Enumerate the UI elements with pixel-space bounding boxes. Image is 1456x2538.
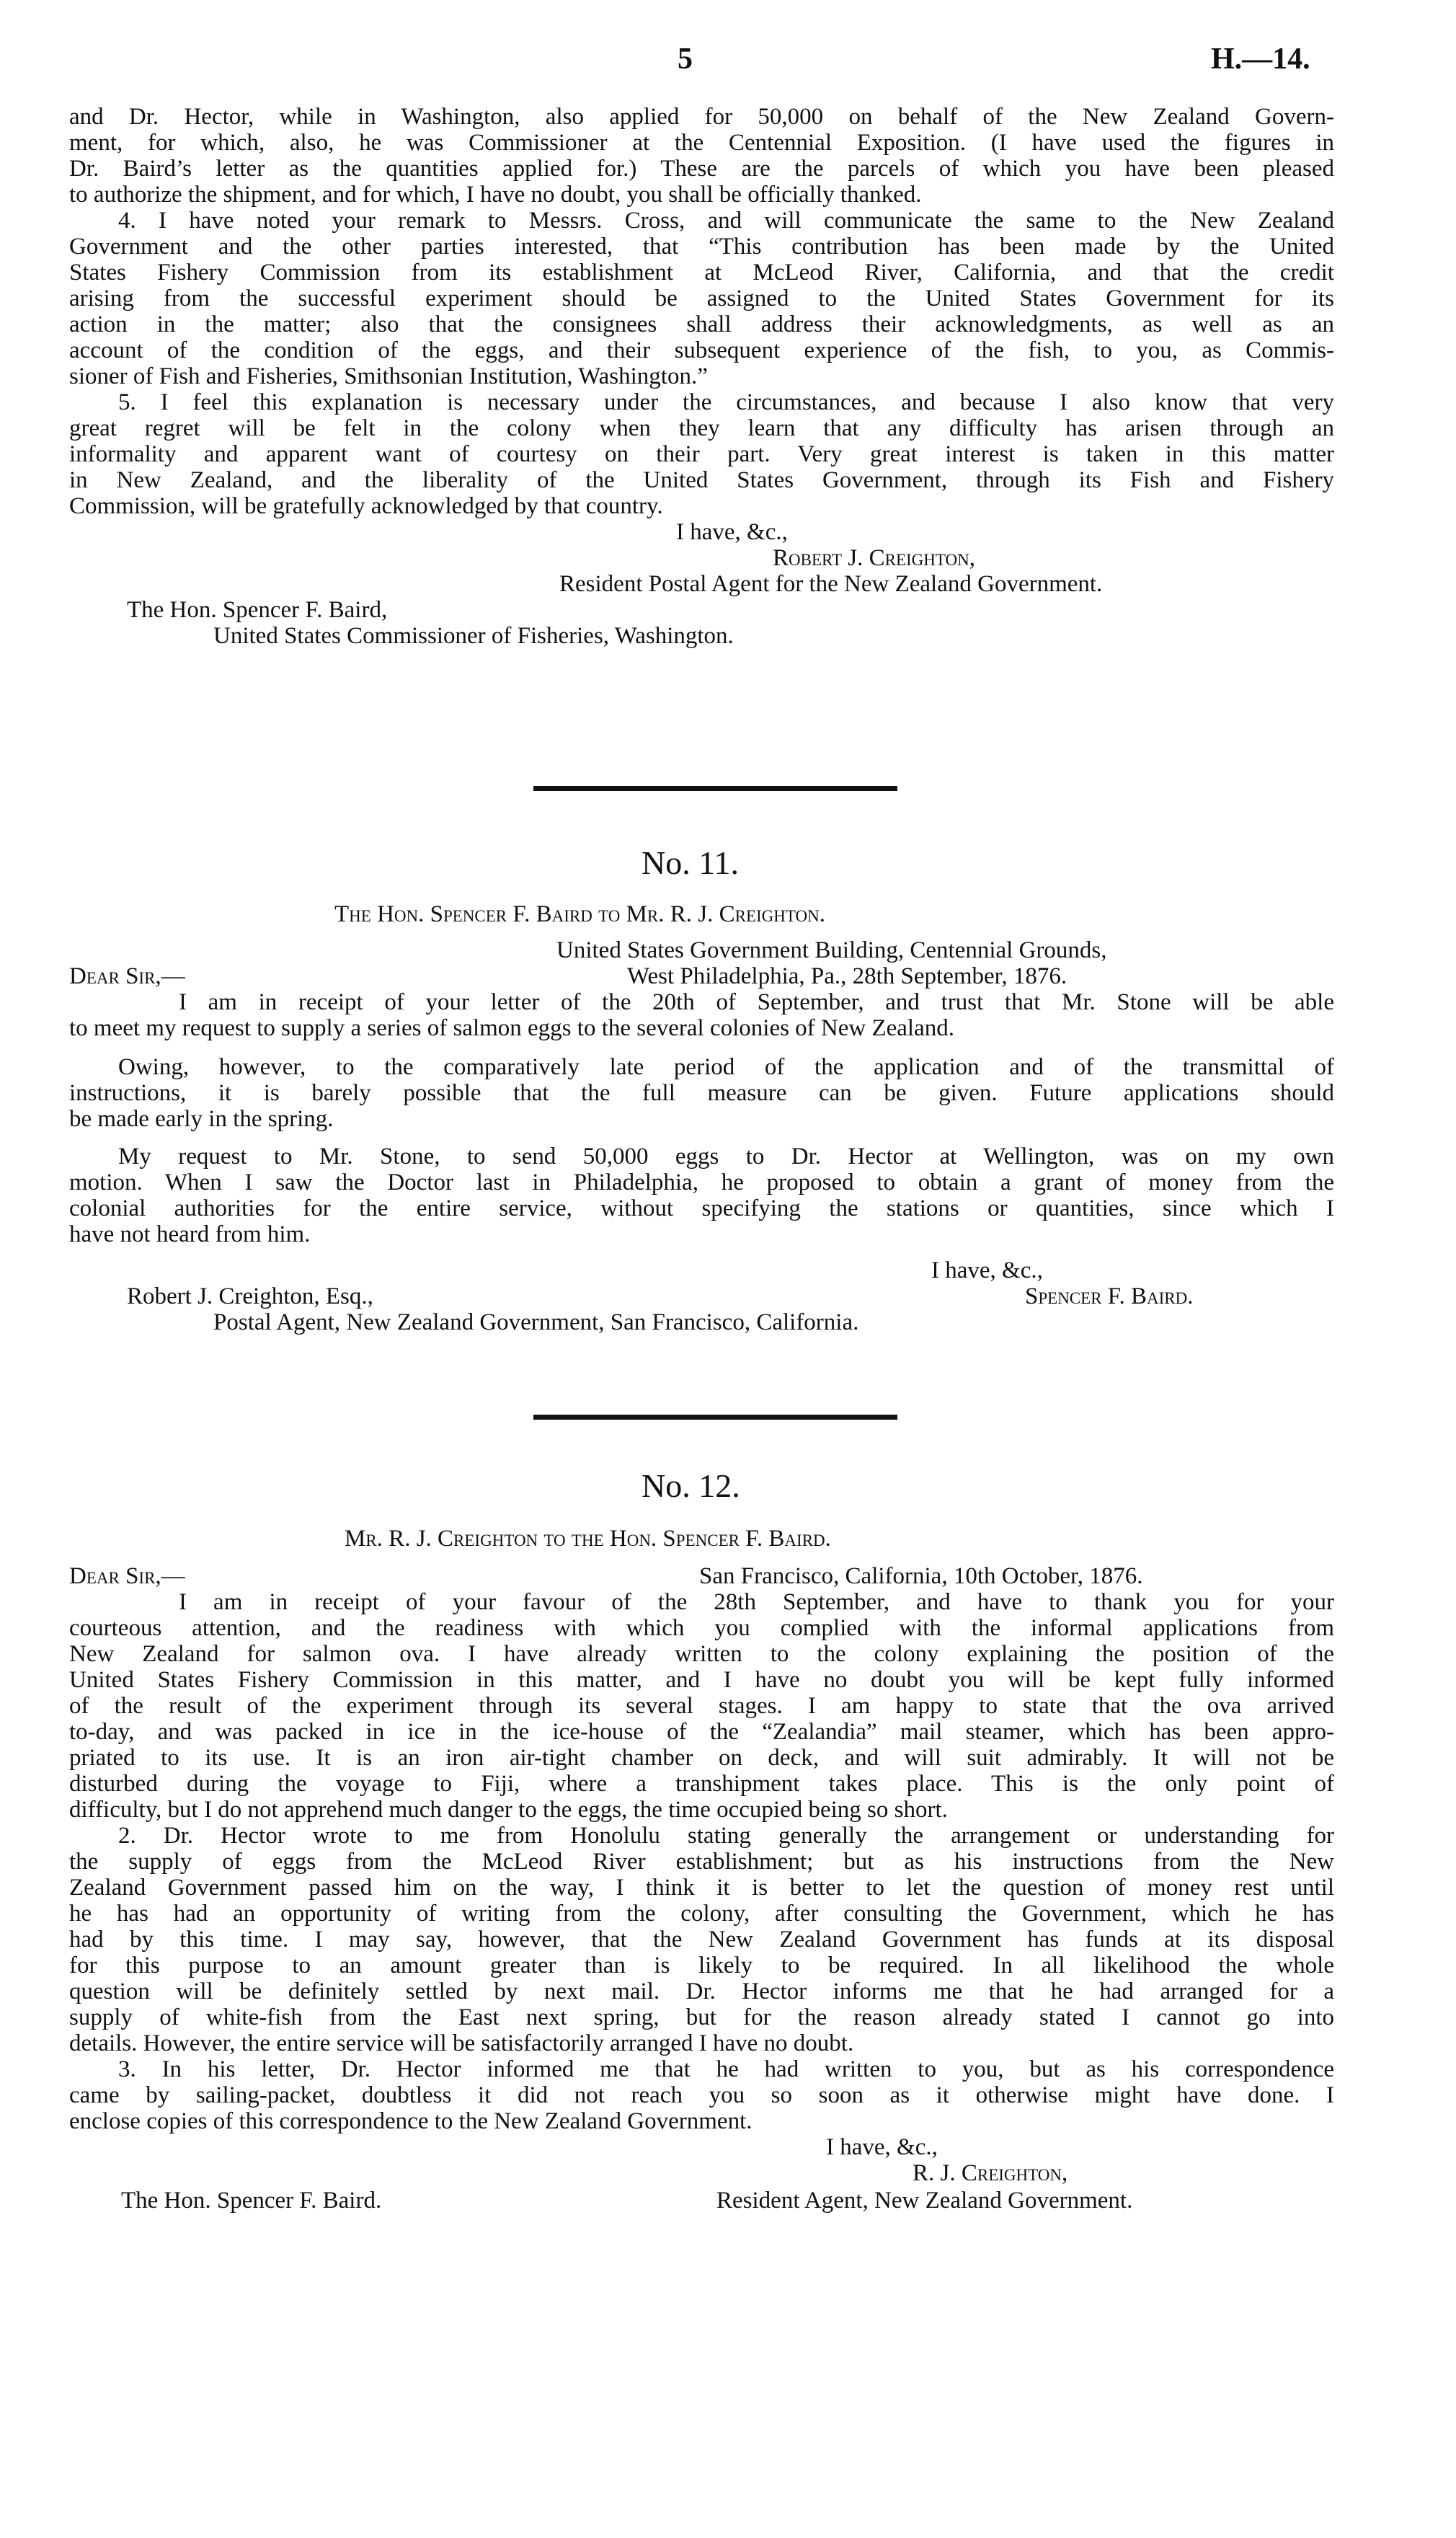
body-line: Commission, will be gratefully acknowledged by that country. <box>69 493 663 519</box>
body-line: for this purpose to an amount greater than is likely to be required. In all likelihood the whole <box>69 1953 1334 1978</box>
body-line: to meet my request to supply a series of salmon eggs to the several colonies of New Zealand. <box>69 1015 954 1041</box>
body-line: Dr. Baird’s letter as the quantities applied for.) These are the parcels of which you have been pleased <box>69 156 1334 182</box>
body-line: My request to Mr. Stone, to send 50,000 eggs to Dr. Hector at Wellington, was on my own <box>118 1144 1334 1169</box>
body-line: Government and the other parties interested, that “This contribution has been made by the United <box>69 234 1334 260</box>
signature-title: Resident Postal Agent for the New Zealand Government. <box>559 571 1103 597</box>
closing: I have, &c., <box>676 519 788 545</box>
body-line: in New Zealand, and the liberality of the United States Government, through its Fish and Fishery <box>69 467 1334 493</box>
body-line: Owing, however, to the comparatively late period of the application and of the transmittal of <box>118 1054 1334 1080</box>
page-number: 5 <box>678 43 693 76</box>
dateline: San Francisco, California, 10th October, 1876. <box>699 1563 1143 1589</box>
body-line: States Fishery Commission from its establishment at McLeod River, California, and that the credit <box>69 260 1334 286</box>
body-line: the supply of eggs from the McLeod River establishment; but as his instructions from the New <box>69 1849 1334 1875</box>
document-reference: H.—14. <box>1211 43 1310 76</box>
addressee: Robert J. Creighton, Esq., <box>127 1283 373 1309</box>
letter-subtitle: Mr. R. J. Creighton to the Hon. Spencer F. Baird. <box>345 1526 831 1552</box>
body-line: arising from the successful experiment should be assigned to the United States Government for its <box>69 286 1334 311</box>
addressee-detail: Postal Agent, New Zealand Government, San Francisco, California. <box>213 1309 859 1335</box>
section-divider <box>533 1415 897 1420</box>
body-line: 5. I feel this explanation is necessary under the circumstances, and because I also know that very <box>118 389 1334 415</box>
body-line: had by this time. I may say, however, that the New Zealand Government has funds at its disposal <box>69 1927 1334 1953</box>
signature-name: R. J. Creighton, <box>913 2160 1068 2186</box>
salutation: Dear Sir,— <box>69 1563 185 1589</box>
body-line: question will be definitely settled by next mail. Dr. Hector informs me that he had arranged for a <box>69 1978 1334 2004</box>
signature: Spencer F. Baird. <box>1025 1283 1194 1309</box>
addressee: The Hon. Spencer F. Baird, <box>127 597 388 623</box>
body-line: colonial authorities for the entire service, without specifying the stations or quantities, since which I <box>69 1195 1334 1221</box>
body-line: came by sailing-packet, doubtless it did not reach you so soon as it otherwise might have done. I <box>69 2082 1334 2108</box>
signature-title: Resident Agent, New Zealand Government. <box>716 2188 1133 2214</box>
body-line: New Zealand for salmon ova. I have already written to the colony explaining the position of the <box>69 1641 1334 1667</box>
body-line: action in the matter; also that the consignees shall address their acknowledgments, as well as an <box>69 311 1334 337</box>
closing: I have, &c., <box>826 2134 938 2160</box>
body-line: instructions, it is barely possible that the full measure can be given. Future applications should <box>69 1080 1334 1106</box>
salutation: Dear Sir,— <box>69 963 185 989</box>
body-line: account of the condition of the eggs, and their subsequent experience of the fish, to you, as Commis- <box>69 337 1334 363</box>
section-divider <box>533 786 897 791</box>
body-line: he has had an opportunity of writing from the colony, after consulting the Government, which he has <box>69 1901 1334 1927</box>
body-line: courteous attention, and the readiness with which you complied with the informal applications from <box>69 1615 1334 1641</box>
body-line: Zealand Government passed him on the way, I think it is better to let the question of money rest until <box>69 1875 1334 1901</box>
closing: I have, &c., <box>931 1257 1043 1283</box>
body-line: I am in receipt of your letter of the 20th of September, and trust that Mr. Stone will be able <box>179 989 1334 1015</box>
letter-subtitle: The Hon. Spencer F. Baird to Mr. R. J. Creighton. <box>334 901 826 927</box>
body-line: 2. Dr. Hector wrote to me from Honolulu stating generally the arrangement or understanding for <box>118 1823 1334 1849</box>
letter-number: No. 11. <box>642 844 740 881</box>
addressee-detail: United States Commissioner of Fisheries, Washington. <box>213 623 734 649</box>
body-line: ment, for which, also, he was Commissioner at the Centennial Exposition. (I have used the figures in <box>69 130 1334 156</box>
body-line: be made early in the spring. <box>69 1106 334 1132</box>
body-line: I am in receipt of your favour of the 28th September, and have to thank you for your <box>179 1589 1334 1615</box>
body-line: details. However, the entire service will be satisfactorily arranged I have no doubt. <box>69 2030 854 2056</box>
body-line: informality and apparent want of courtesy on their part. Very great interest is taken in this matter <box>69 441 1334 467</box>
body-line: and Dr. Hector, while in Washington, also applied for 50,000 on behalf of the New Zealand Govern- <box>69 104 1334 130</box>
body-line: great regret will be felt in the colony when they learn that any difficulty has arisen through an <box>69 415 1334 441</box>
body-line: to-day, and was packed in ice in the ice-house of the “Zealandia” mail steamer, which has been appro- <box>69 1719 1334 1745</box>
body-line: disturbed during the voyage to Fiji, where a transhipment takes place. This is the only point of <box>69 1771 1334 1797</box>
body-line: of the result of the experiment through its several stages. I am happy to state that the ova arrived <box>69 1693 1334 1719</box>
body-line: sioner of Fish and Fisheries, Smithsonian Institution, Washington.” <box>69 363 708 389</box>
body-line: to authorize the shipment, and for which, I have no doubt, you shall be officially thanked. <box>69 182 922 208</box>
body-line: 4. I have noted your remark to Messrs. Cross, and will communicate the same to the New Zealand <box>118 208 1334 234</box>
body-line: priated to its use. It is an iron air-tight chamber on deck, and will suit admirably. It will not be <box>69 1745 1334 1771</box>
letter-number: No. 12. <box>642 1467 740 1504</box>
letter-address: United States Government Building, Centennial Grounds, <box>556 937 1107 963</box>
body-line: difficulty, but I do not apprehend much danger to the eggs, the time occupied being so short. <box>69 1797 948 1823</box>
body-line: 3. In his letter, Dr. Hector informed me that he had written to you, but as his correspondence <box>118 2056 1334 2082</box>
body-line: supply of white-fish from the East next spring, but for the reason already stated I cannot go into <box>69 2004 1334 2030</box>
letter-address: West Philadelphia, Pa., 28th September, 1876. <box>627 963 1067 989</box>
addressee: The Hon. Spencer F. Baird. <box>121 2188 382 2214</box>
signature-name: Robert J. Creighton, <box>773 545 975 571</box>
body-line: United States Fishery Commission in this matter, and I have no doubt you will be kept fully informed <box>69 1667 1334 1693</box>
body-line: enclose copies of this correspondence to the New Zealand Government. <box>69 2108 753 2134</box>
body-line: motion. When I saw the Doctor last in Philadelphia, he proposed to obtain a grant of money from the <box>69 1169 1334 1195</box>
body-line: have not heard from him. <box>69 1221 311 1247</box>
